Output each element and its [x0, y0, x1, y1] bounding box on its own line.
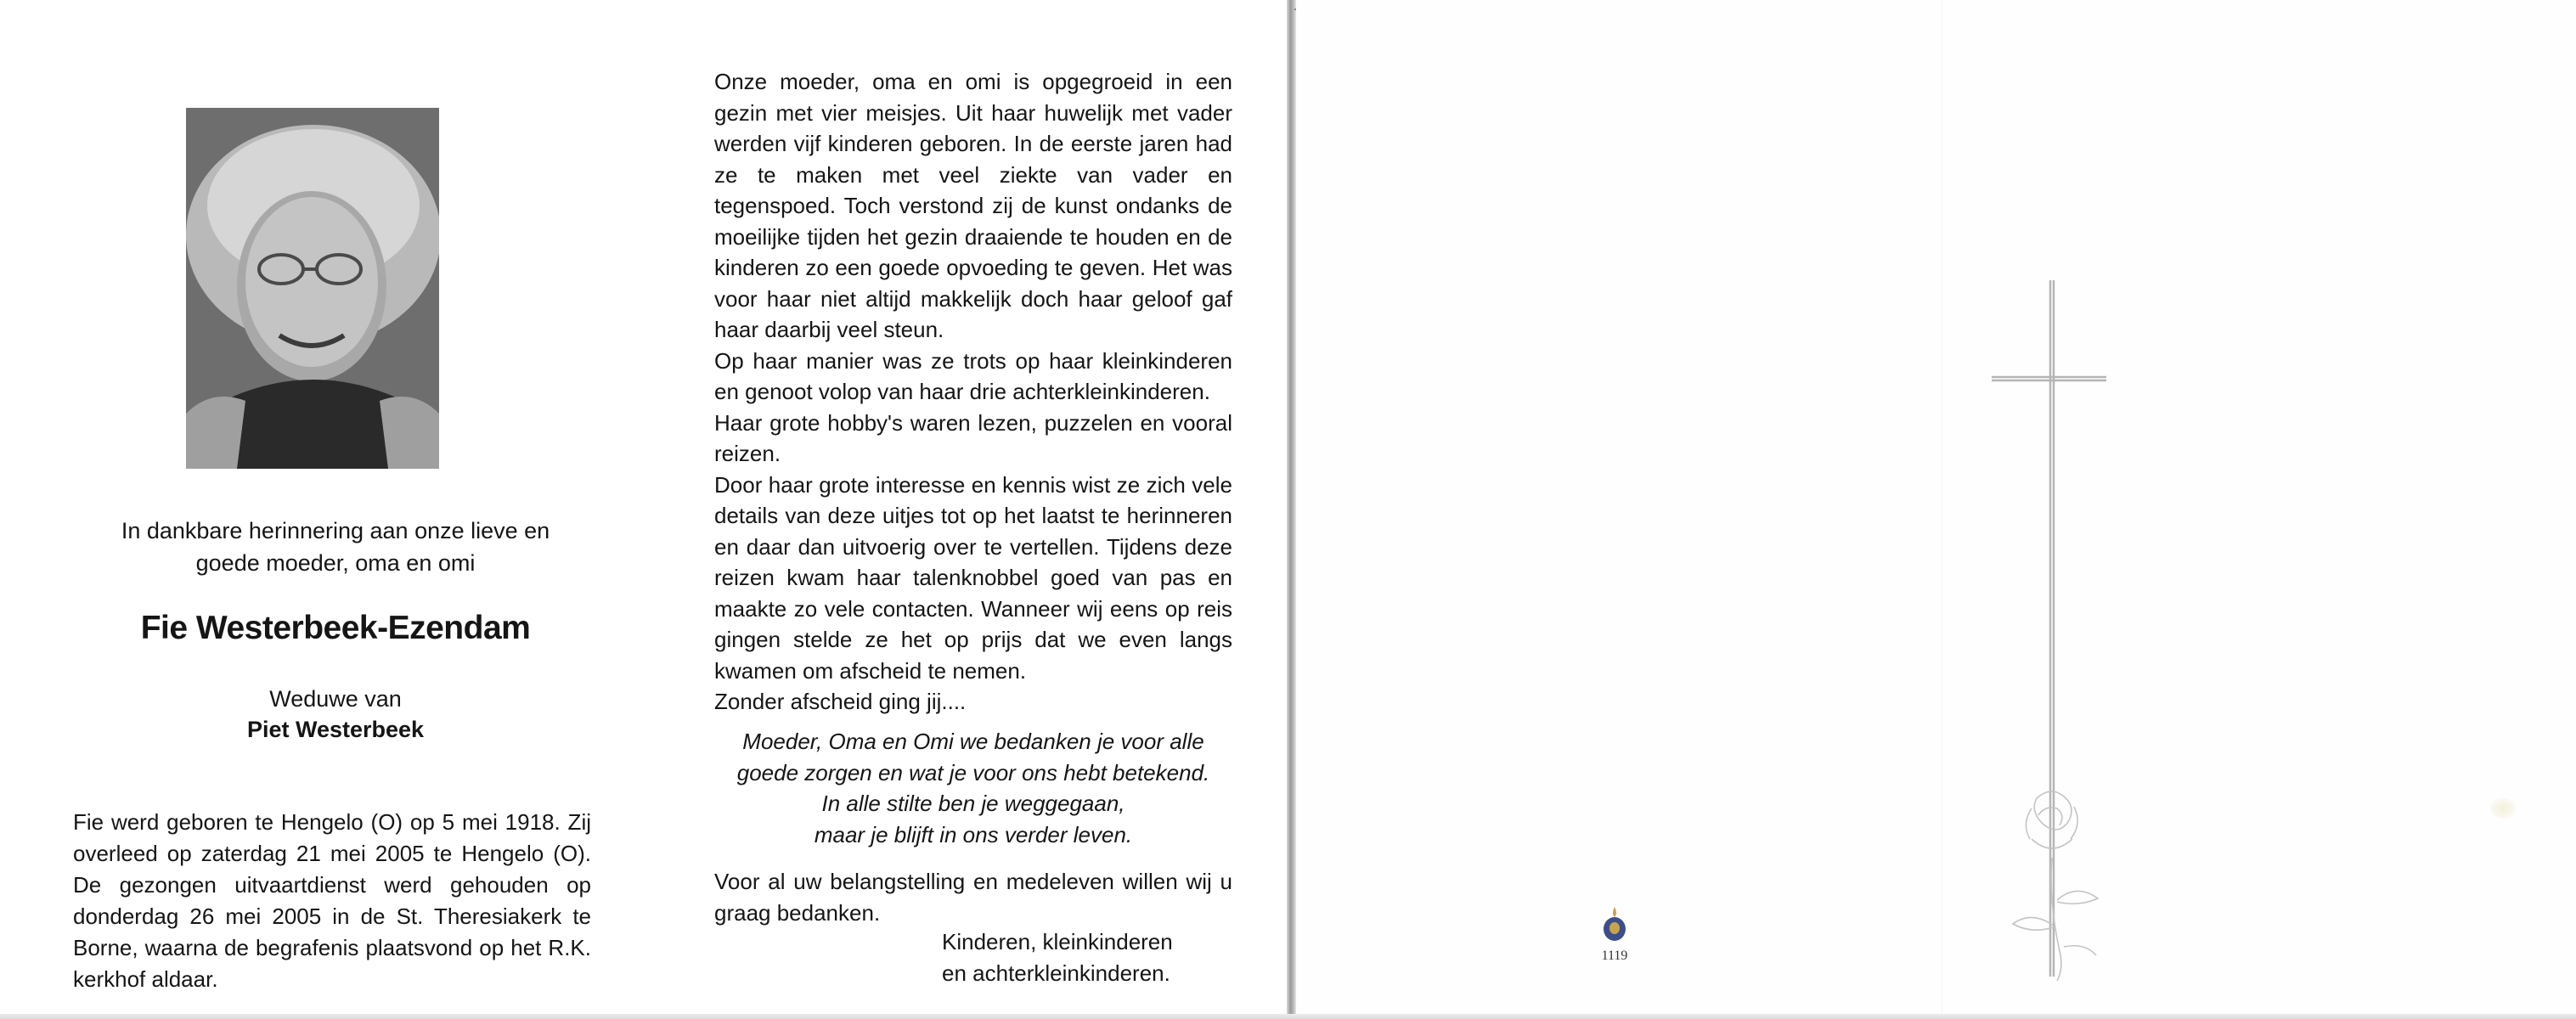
- poem-line-3: In alle stilte ben je weggegaan,: [821, 791, 1125, 816]
- card-inner-spread: [0, 0, 1287, 1019]
- printer-code: 1119: [1601, 949, 1628, 963]
- thanks-text: Voor al uw belangstelling en medeleven willen wij u graag bedanken.: [714, 869, 1232, 926]
- poem-line-1: Moeder, Oma en Omi we bedanken je voor alle: [742, 729, 1204, 754]
- printer-logo-icon: [1601, 905, 1628, 943]
- spouse-name: Piet Westerbeek: [246, 717, 425, 742]
- poem-line-4: maar je blijft in ons verder leven.: [814, 821, 1133, 847]
- poem-line-2: goede zorgen en wat je voor ons hebt betekend.: [736, 759, 1210, 785]
- card-back-spread: [1296, 0, 2576, 1019]
- biography-text: Fie werd geboren te Hengelo (O) op 5 mei 1918. Zij overleed op zaterdag 21 mei 2005 te Hengelo (O). De gezongen uitvaartdienst werd gehouden op donderdag 26 mei 2005 in de St. Theresiakerk te Borne, waarna de begrafenis plaatsvond op het R.K. kerkhof aldaar.: [73, 809, 591, 992]
- portrait-photo: [186, 108, 439, 469]
- family-signature: [942, 926, 1248, 988]
- story-paragraph-5: Zonder afscheid ging jij....: [714, 689, 967, 714]
- story-paragraph-4: Door haar grote interesse en kennis wist ze zich vele details van deze uitjes tot op het laatst te herinneren en daar dan uitvoerig over te vertellen. Tijdens deze reizen kwam haar talenknobbel goed van pas en maakte zo vele contacten. Wanneer wij eens op reis gingen stelde ze het op prijs dat we even langs kwamen om afscheid te nemen.: [714, 471, 1232, 684]
- story-paragraph-3: Haar grote hobby's waren lezen, puzzelen en vooral reizen.: [714, 409, 1232, 466]
- cross-with-rose-illustration: [1979, 272, 2149, 985]
- dedication-line-2: goede moeder, oma en omi: [195, 550, 476, 576]
- story-paragraph-2: Op haar manier was ze trots op haar kleinkinderen en genoot volop van haar drie achterkleinkinderen.: [714, 347, 1232, 404]
- deceased-name: Fie Westerbeek-Ezendam: [140, 610, 531, 646]
- scan-bottom-edge: [0, 1014, 2576, 1019]
- dedication-text: [51, 515, 620, 579]
- dedication-line-1: In dankbare herinnering aan onze lieve en: [121, 518, 550, 543]
- paper-smudge: [2490, 798, 2516, 819]
- story-paragraph-1: Onze moeder, oma en omi is opgegroeid in een gezin met vier meisjes. Uit haar huwelijk met vader werden vijf kinderen geboren. In de eerste jaren had ze te maken met veel ziekte van vader en tegenspoed. Toch verstond zij de kunst ondanks de moeilijke tijden het gezin draaiende te houden en de kinderen zo een goede opvoeding te geven. Het was voor haar niet altijd makkelijk doch haar geloof gaf haar daarbij veel steun.: [714, 69, 1232, 342]
- signature-line-1: Kinderen, kleinkinderen: [942, 929, 1173, 954]
- memorial-poem: [714, 726, 1232, 850]
- card-fold: [1287, 0, 1296, 1019]
- signature-line-2: en achterkleinkinderen.: [942, 960, 1170, 986]
- life-story: [714, 66, 1232, 718]
- widow-label: Weduwe van: [269, 686, 402, 712]
